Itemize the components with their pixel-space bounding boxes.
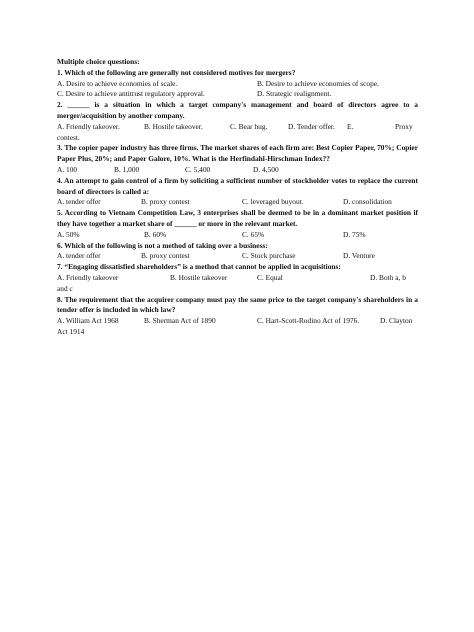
q5-option-c: C. 65% [242,229,265,239]
question-1-options-row-2 [57,89,418,100]
q2-option-d: D. Tender offer. [288,121,335,131]
q7-option-b: B. Hostile takeover [170,272,228,282]
q4-option-d: D. consolidation [343,197,392,207]
q8-option-d-cont: Act 1914 [57,326,85,336]
question-4-stem: 4. An attempt to gain control of a firm by soliciting a sufficient number of stockholder votes to replace the current board of directors is called a: [57,175,418,196]
q5-option-d: D. 75% [343,229,366,239]
question-4-options-row [57,197,418,208]
q3-option-c: C. 5,400 [185,164,211,174]
question-8-options-row [57,316,418,327]
q2-option-c: C. Bear hug. [230,121,268,131]
q3-option-d: D. 4,500 [253,164,279,174]
q6-option-a: A. tender offer [57,251,101,261]
question-7-stem: 7. “Engaging dissatisfied shareholders” is a method that cannot be applied in acquisitions: [57,262,341,272]
q6-option-c: C. Stock purchase [242,251,296,261]
q2-option-e: E. [347,121,354,131]
q5-option-a: A. 50% [57,229,80,239]
q1-option-d: D. Strategic realignment. [257,89,332,99]
q7-option-d: D. Both a, b [370,272,406,282]
question-2-stem: 2. ______ is a situation in which a target company's management and board of directors agree to a merger/acquisition by another company. [57,100,418,120]
question-6-stem: 6. Which of the following is not a method of taking over a business: [57,240,268,250]
question-7-options-row [57,273,418,284]
question-1-options-row-1 [57,79,418,90]
q8-option-d: D. Clayton [380,316,413,326]
q2-option-b: B. Hostile takeover. [144,121,203,131]
question-3-options-row [57,165,418,176]
q3-option-a: A. 100 [57,164,78,174]
q4-option-a: A. tender offer [57,197,101,207]
question-5-stem: 5. According to Vietnam Competition Law, 3 enterprises shall be deemed to be in a dominant market position if they have together a market share of ______ or more in the relevant market. [57,208,418,228]
q4-option-b: B. proxy contest [141,197,190,207]
question-5-options-row [57,230,418,241]
question-3-stem: 3. The copier paper industry has three firms. The market shares of each firm are: Best Copier Paper, 70%; Copier Paper Plus, 20%; and Paper Galore, 10%. What is the Herfindahl-Hirschman Index?? [57,143,418,164]
question-list [57,57,418,338]
q2-option-e-text-2: contest. [57,132,80,142]
q7-option-d-cont: and c [57,283,73,293]
q4-option-c: C. leveraged buyout. [242,197,304,207]
q1-option-b: B. Desire to achieve economies of scope. [257,78,379,88]
q7-option-a: A. Friendly takeover [57,272,119,282]
q2-option-e-text-1: Proxy [395,121,413,131]
q8-option-b: B. Sherman Act of 1890 [144,316,216,326]
q8-option-c: C. Hart-Scott-Rodino Act of 1976. [257,316,360,326]
question-6-options-row [57,251,418,262]
question-8-stem: 8. The requirement that the acquirer company must pay the same price to the target company's shareholders in a tender offer is included in which law? [57,294,418,315]
q8-option-a: A. William Act 1968 [57,316,119,326]
question-2-options-row [57,122,418,133]
q5-option-b: B. 60% [144,229,167,239]
q7-option-c: C. Equal [257,272,283,282]
q2-option-a: A. Friendly takeover. [57,121,120,131]
question-1-stem: 1. Which of the following are generally not considered motives for mergers? [57,67,296,77]
section-heading: Multiple choice questions: [57,57,140,66]
q6-option-b: B. proxy contest [141,251,190,261]
q1-option-c: C. Desire to achieve antitrust regulatory approval. [57,89,205,99]
q6-option-d: D. Venture [343,251,375,261]
q3-option-b: B. 1,000 [114,164,140,174]
q1-option-a: A. Desire to achieve economies of scale. [57,78,178,88]
